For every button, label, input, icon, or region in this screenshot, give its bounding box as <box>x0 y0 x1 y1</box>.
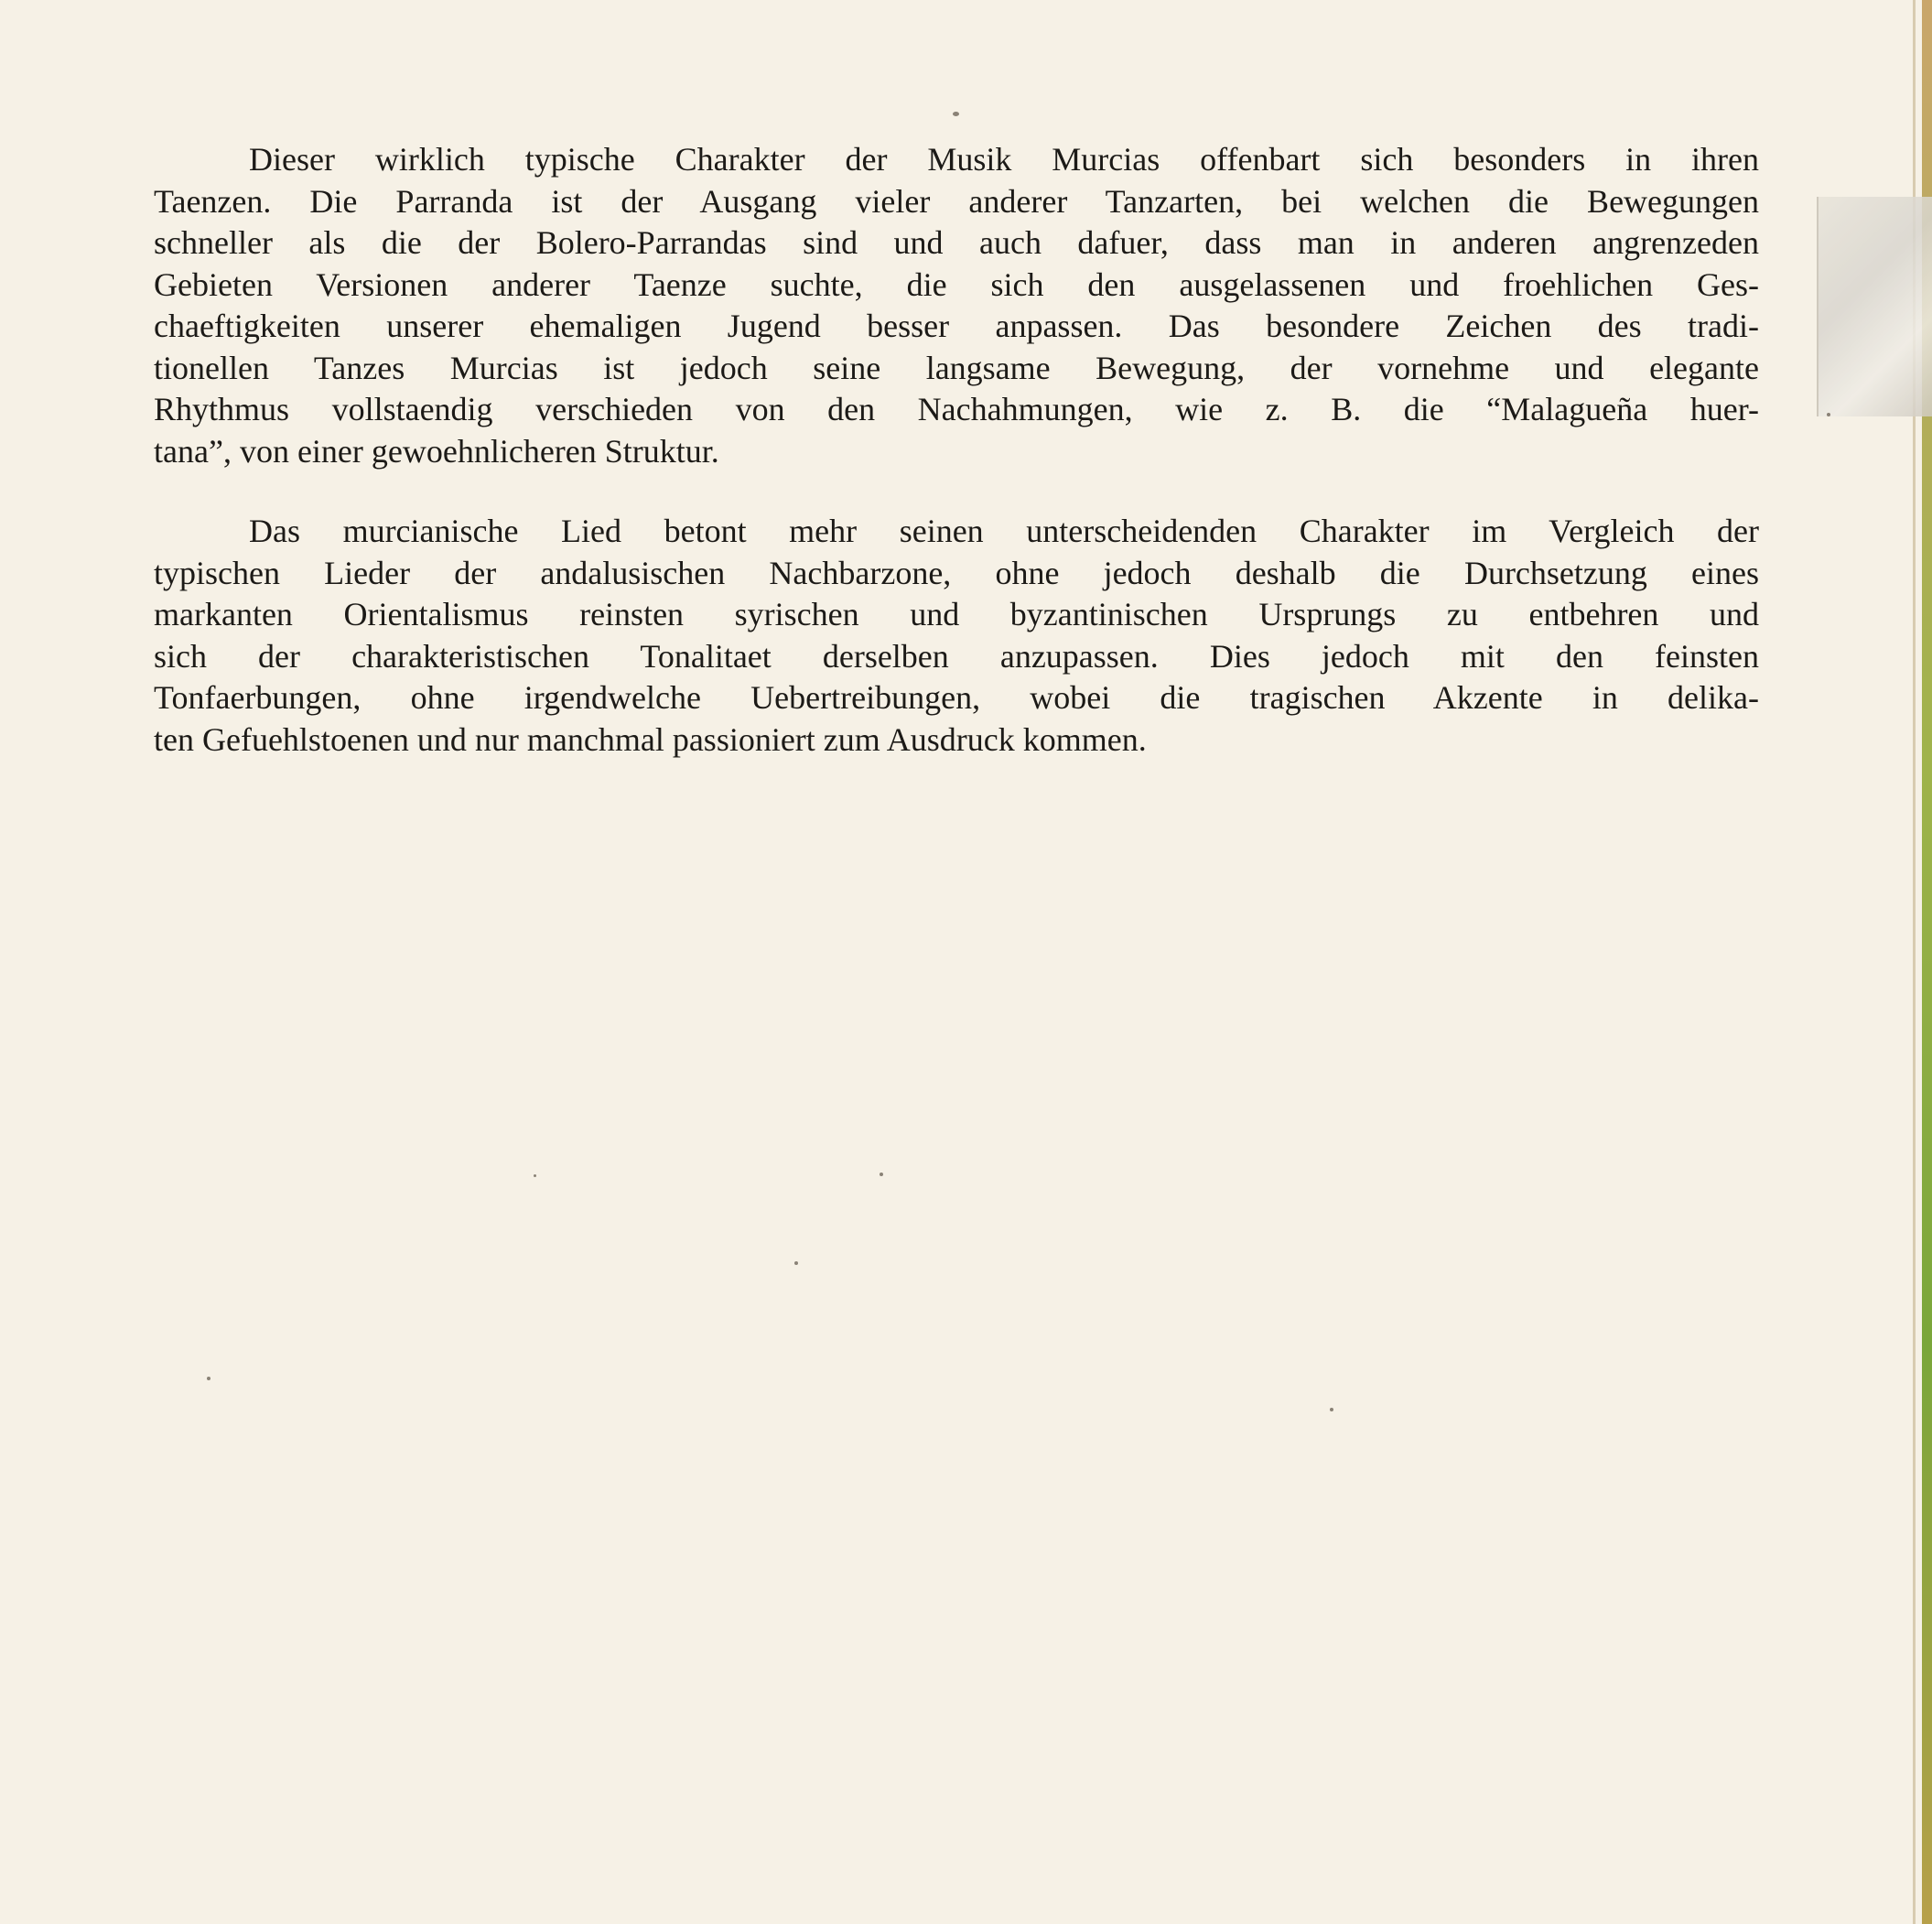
text-line: sich der charakteristischen Tonalitaet derselben anzupassen. Dies jedoch mit den feinsten <box>154 637 1759 675</box>
text-line: chaeftigkeiten unserer ehemaligen Jugend besser anpassen. Das besondere Zeichen des tradi- <box>154 308 1759 344</box>
paper-speck <box>953 112 959 116</box>
text-line: Dieser wirklich typische Charakter der Musik Murcias offenbart sich besonders in ihren <box>249 141 1759 178</box>
text-line: typischen Lieder der andalusischen Nachbarzone, ohne jedoch deshalb die Durchsetzung eines <box>154 554 1759 591</box>
text-line: Gebieten Versionen anderer Taenze suchte, die sich den ausgelassenen und froehlichen Ges- <box>154 265 1759 303</box>
paragraph-gap <box>154 472 1759 511</box>
text-line: tana”, von einer gewoehnlicheren Struktur. <box>154 432 719 470</box>
paper-speck <box>794 1261 798 1265</box>
adhesive-tape <box>1817 197 1932 416</box>
text-line: Taenzen. Die Parranda ist der Ausgang vieler anderer Tanzarten, bei welchen die Bewegungen <box>154 182 1759 220</box>
paper-speck <box>1330 1408 1333 1411</box>
paper-speck <box>880 1173 883 1176</box>
text-line: markanten Orientalismus reinsten syrischen und byzantinischen Ursprungs zu entbehren und <box>154 596 1759 632</box>
paper-speck <box>207 1377 210 1380</box>
paper-speck <box>1827 413 1830 416</box>
body-text <box>154 139 1759 761</box>
text-line: Das murcianische Lied betont mehr seinen unterscheidenden Charakter im Vergleich der <box>249 513 1759 549</box>
text-line: Tonfaerbungen, ohne irgendwelche Uebertreibungen, wobei die tragischen Akzente in delika- <box>154 679 1759 716</box>
text-line: schneller als die der Bolero-Parrandas sind und auch dafuer, dass man in anderen angrenzeden <box>154 224 1759 261</box>
paragraph-2 <box>154 511 1759 761</box>
paper-speck <box>534 1174 536 1177</box>
text-line: ten Gefuehlstoenen und nur manchmal passioniert zum Ausdruck kommen. <box>154 720 1147 758</box>
text-line: tionellen Tanzes Murcias ist jedoch seine langsame Bewegung, der vornehme und elegante <box>154 349 1759 386</box>
paragraph-1 <box>154 139 1759 472</box>
text-line: Rhythmus vollstaendig verschieden von den Nachahmungen, wie z. B. die “Malagueña huer- <box>154 391 1759 427</box>
